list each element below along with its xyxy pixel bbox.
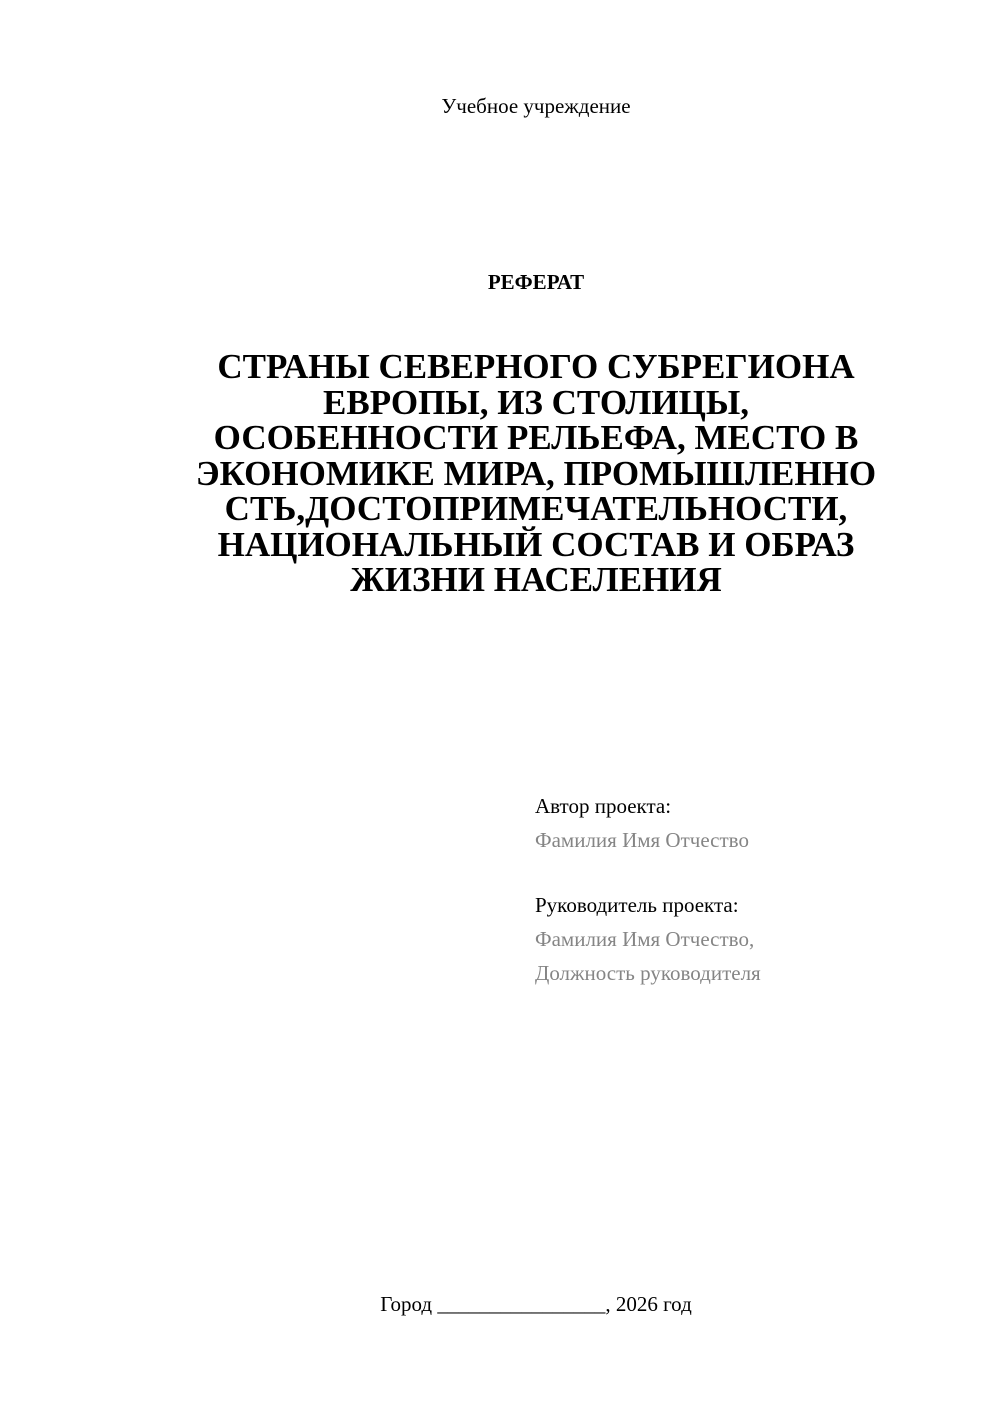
institution-name: Учебное учреждение — [441, 94, 631, 118]
spacer — [535, 857, 955, 888]
author-label: Автор проекта: — [535, 794, 672, 818]
supervisor-position: Должность руководителя — [535, 961, 761, 985]
supervisor-name: Фамилия Имя Отчество, — [535, 927, 755, 951]
supervisor-label: Руководитель проекта: — [535, 893, 739, 917]
document-title — [150, 349, 922, 598]
title-line: ЕВРОПЫ, ИЗ СТОЛИЦЫ, — [323, 382, 749, 422]
document-type: РЕФЕРАТ — [487, 270, 585, 294]
title-line: ЖИЗНИ НАСЕЛЕНИЯ — [350, 560, 722, 599]
title-line: ОСОБЕННОСТИ РЕЛЬЕФА, МЕСТО В — [213, 418, 859, 457]
credits-block — [535, 789, 955, 990]
title-line: ЭКОНОМИКЕ МИРА, ПРОМЫШЛЕННО — [195, 453, 877, 493]
city-year-line: Город ________________, 2026 год — [380, 1292, 692, 1316]
title-line: НАЦИОНАЛЬНЫЙ СОСТАВ И ОБРАЗ — [217, 524, 855, 564]
title-line: СТРАНЫ СЕВЕРНОГО СУБРЕГИОНА — [217, 347, 855, 386]
title-line: СТЬ,ДОСТОПРИМЕЧАТЕЛЬНОСТИ, — [224, 489, 848, 528]
author-name: Фамилия Имя Отчество — [535, 828, 749, 852]
